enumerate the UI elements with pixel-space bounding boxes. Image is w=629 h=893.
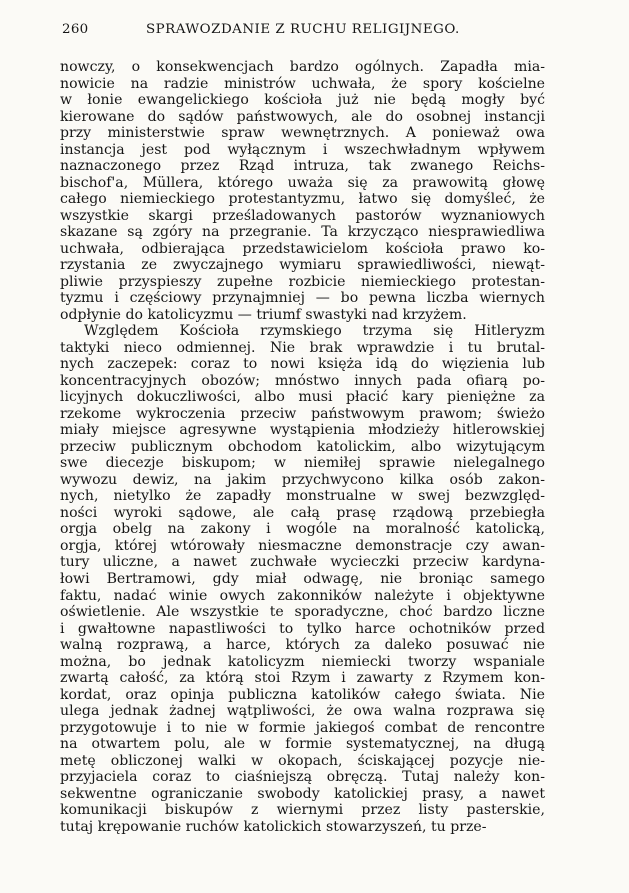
text-line: nowczy, o konsekwencjach bardzo ogólnych. Zapadła mia- xyxy=(60,59,545,75)
text-line: licyjnych dokuczliwości, albo musi płacić kary pieniężne za xyxy=(60,389,545,406)
text-line: taktyki nieco odmiennej. Nie brak wprawdzie i tu brutal- xyxy=(60,339,545,356)
text-line: miały miejsce agresywne wystąpienia młodzieży hitlerowskiej xyxy=(60,422,545,439)
text-line: wszystkie skargi prześladowanych pastorów wyznaniowych xyxy=(60,207,545,224)
text-line: komunikacji biskupów z wiernymi przez listy pasterskie, xyxy=(60,802,545,819)
text-line: faktu, nadać winie owych zakonników należyte i objektywne xyxy=(60,587,545,604)
text-line: w łonie ewangelickiego kościoła już nie będą mogły być xyxy=(60,92,545,109)
text-line: kierowane do sądów państwowych, ale do osobnej instancji xyxy=(60,108,545,125)
text-line: bischof'a, Müllera, którego uważa się za prawowitą głowę xyxy=(60,174,545,191)
text-line: zwartą całość, za którą stoi Rzym i zawarty z Rzymem kon- xyxy=(60,670,545,687)
text-line: nowicie na radzie ministrów uchwała, że spory kościelne xyxy=(60,75,545,92)
text-line: skazane są zgóry na przegranie. Ta krzycząco niesprawiedliwa xyxy=(60,224,545,241)
text-line: uchwała, odbierająca przedstawicielom kościoła prawo ko- xyxy=(60,240,545,257)
text-line: sekwentne ograniczanie swobody katolickiej prasy, a nawet xyxy=(60,785,545,802)
text-line: kordat, oraz opinja publiczna katolików całego świata. Nie xyxy=(60,686,545,703)
text-line: nych, nietylko że zapadły monstrualne w swej bezwzględ- xyxy=(60,488,545,505)
text-line: Względem Kościoła rzymskiego trzyma się Hitleryzm xyxy=(84,323,545,340)
text-line: rzekome wykroczenia przeciw państwowym prawom; świeżo xyxy=(60,405,545,422)
text-line: orgja, której wtórowały niesmaczne demonstracje czy awan- xyxy=(60,537,545,554)
text-line: tury uliczne, a nawet zuchwałe wycieczki przeciw kardyna- xyxy=(60,554,545,571)
text-line: wywozu dewiz, na jakim przychwycono kilka osób zakon- xyxy=(60,471,545,488)
text-line: tutaj krępowanie ruchów katolickich stowarzyszeń, tu prze- xyxy=(60,818,487,835)
text-line: walną rozprawą, a harce, których za daleko posuwać nie xyxy=(60,637,545,654)
text-line: pliwie przyspieszy zupełne rozbicie niemieckiego protestan- xyxy=(60,273,545,290)
text-line: łowi Bertramowi, gdy miał odwagę, nie broniąc samego xyxy=(60,570,545,587)
text-line: na otwartem polu, ale w formie systematycznej, na długą xyxy=(60,736,545,753)
text-line: można, bo jednak katolicyzm niemiecki tworzy wspaniale xyxy=(60,653,545,670)
text-line: naznaczonego przez Rząd intruza, tak zwanego Reichs- xyxy=(60,158,545,175)
text-line: przeciw publicznym obchodom katolickim, albo wizytującym xyxy=(60,438,545,455)
text-line: swe diecezje biskupom; w niemiłej sprawie nielegalnego xyxy=(60,455,545,472)
running-title: SPRAWOZDANIE Z RUCHU RELIGIJNEGO. xyxy=(146,22,460,37)
page-number: 260 xyxy=(62,22,89,37)
text-line: przygotowuje i to nie w formie jakiegoś combat de rencontre xyxy=(60,719,545,736)
body-text xyxy=(60,59,545,835)
text-line: przy ministerstwie spraw wewnętrznych. A ponieważ owa xyxy=(60,125,545,142)
text-line: rzystania ze zwyczajnego wymiaru sprawiedliwości, niewąt- xyxy=(60,257,545,274)
text-line: instancja jest pod wyłącznym i wszechwładnym wpływem xyxy=(60,141,545,158)
text-line: odpłynie do katolicyzmu — triumf swastyki nad krzyżem. xyxy=(60,306,467,323)
text-line: nych zaczepek: coraz to nowi księża idą do więzienia lub xyxy=(60,356,545,373)
text-line: i gwałtowne napastliwości to tylko harce ochotników przed xyxy=(60,620,545,637)
text-line: oświetlenie. Ale wszystkie te sporadyczne, choć bardzo liczne xyxy=(60,604,545,621)
text-line: ności wyroki sądowe, ale całą prasę rządową przebiegła xyxy=(60,504,545,521)
text-line: ulega jednak żadnej wątpliwości, że owa walna rozprawa się xyxy=(60,703,545,720)
text-line: orgja obelg na zakony i wogóle na moralność katolicką, xyxy=(60,521,545,538)
text-line: przyjaciela coraz to ciaśniejszą obręczą. Tutaj należy kon- xyxy=(60,769,545,786)
page-header xyxy=(62,16,542,42)
text-line: całego niemieckiego protestantyzmu, łatwo się domyśleć, że xyxy=(60,191,545,208)
text-line: tyzmu i częściowy przynajmniej — bo pewna liczba wiernych xyxy=(60,290,545,307)
text-line: koncentracyjnych obozów; mnóstwo innych pada ofiarą po- xyxy=(60,372,545,389)
text-line: metę obliczonej walki w okopach, ściskającej pozycje nie- xyxy=(60,752,545,769)
